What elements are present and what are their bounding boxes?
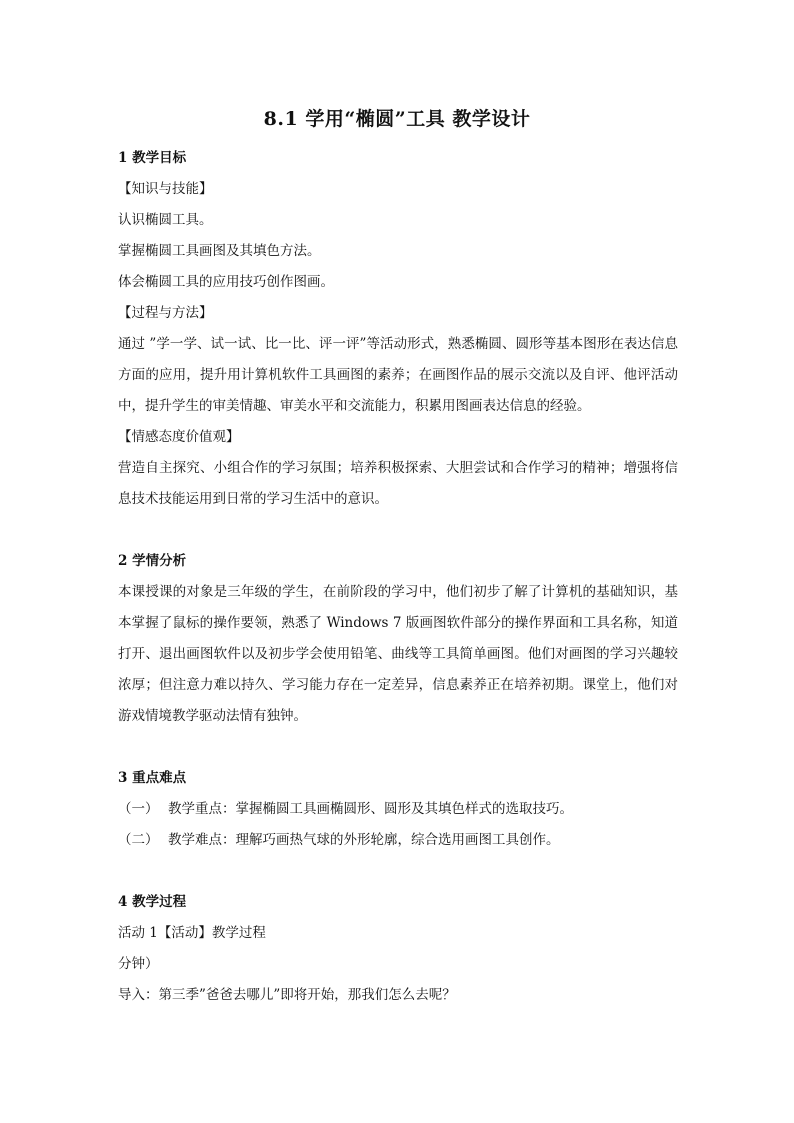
process-line: 导入：第三季”爸爸去哪儿”即将开始，那我们怎么去呢？ <box>118 987 456 1003</box>
process-paragraph: 通过 ”学一学、试一试、比一比、评一评”等活动形式，熟悉椭圆、圆形等基本图形在表达信息方面的应用，提升用计算机软件工具画图的素养；在画图作品的展示交流以及自评、他评活动中，提升学生的审美情趣、审美水平和交流能力，积累用图画表达信息的经验。 <box>118 336 678 414</box>
subheading-attitude-values: 【情感态度价值观】 <box>118 429 240 445</box>
key-point-number: （二） <box>118 832 159 848</box>
process-line: 活动 1【活动】教学过程 <box>118 925 266 941</box>
objective-item: 掌握椭圆工具画图及其填色方法。 <box>118 243 321 259</box>
key-point-text: 教学重点：掌握椭圆工具画椭圆形、圆形及其填色样式的选取技巧。 <box>168 801 573 817</box>
subheading-knowledge-skills: 【知识与技能】 <box>118 181 213 197</box>
objective-item: 认识椭圆工具。 <box>118 212 213 228</box>
key-point-text: 教学难点：理解巧画热气球的外形轮廓，综合选用画图工具创作。 <box>168 832 560 848</box>
attitude-paragraph: 营造自主探究、小组合作的学习氛围；培养积极探索、大胆尝试和合作学习的精神；增强将信息技术技能运用到日常的学习生活中的意识。 <box>118 460 678 507</box>
spacer <box>118 515 678 546</box>
key-point-item <box>118 794 678 825</box>
section-heading-teaching-process: 4 教学过程 <box>118 894 187 910</box>
subheading-process-methods: 【过程与方法】 <box>118 305 213 321</box>
page-title: 8.1 学用“椭圆”工具 教学设计 <box>263 108 531 130</box>
spacer <box>118 856 678 887</box>
learner-analysis-paragraph: 本课授课的对象是三年级的学生，在前阶段的学习中，他们初步了解了计算机的基础知识，基本掌握了鼠标的操作要领，熟悉了 Windows 7 版画图软件部分的操作界面和工具名称，知道打开、退出画图软件以及初步学会使用铅笔、曲线等工具简单画图。他们对画图的学习兴趣较浓厚；但注意力难以持久、学习能力存在一定差异，信息素养正在培养初期。课堂上，他们对游戏情境教学驱动法情有独钟。 <box>118 584 678 724</box>
section-heading-key-points: 3 重点难点 <box>118 770 187 786</box>
key-point-number: （一） <box>118 801 159 817</box>
document-body <box>118 143 678 1011</box>
section-heading-learner-analysis: 2 学情分析 <box>118 553 187 569</box>
key-point-item <box>118 825 678 856</box>
spacer <box>118 732 678 763</box>
section-heading-objectives: 1 教学目标 <box>118 150 187 166</box>
process-line: 分钟） <box>118 956 159 972</box>
objective-item: 体会椭圆工具的应用技巧创作图画。 <box>118 274 334 290</box>
